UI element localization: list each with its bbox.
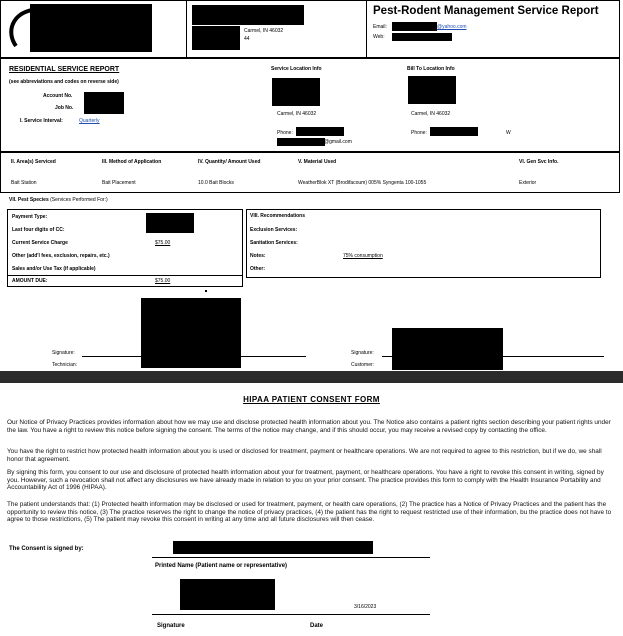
redacted-service-phone bbox=[296, 127, 344, 136]
pest-species bbox=[9, 197, 108, 203]
customer-signature-label: Signature: bbox=[351, 350, 374, 356]
hipaa-paragraph-1: Our Notice of Privacy Practices provides information about how we may use and disclose protected health information about you. The Notice also contains a patient rights section describing your patient rights under the law. You have a right to review this notice before signing the consent. The terms of the notice may change, and if this should occur, you may receive a revised copy by contacting the office. bbox=[7, 419, 611, 434]
cell-quantity: 10.0 Bait Blocks bbox=[198, 180, 234, 186]
customer-signature-line bbox=[382, 356, 604, 357]
email-link[interactable]: @yahoo.com bbox=[437, 24, 467, 30]
web-label: Web: bbox=[373, 34, 385, 40]
section-title: RESIDENTIAL SERVICE REPORT bbox=[9, 66, 120, 73]
date-caption: Date bbox=[310, 623, 324, 629]
header-method: III. Method of Application bbox=[102, 159, 162, 165]
redacted-bill-phone bbox=[430, 127, 478, 136]
recommendations-box bbox=[246, 209, 601, 278]
pest-species-sub: (Services Performed For:) bbox=[50, 197, 108, 203]
bill-fragment: W bbox=[506, 130, 511, 136]
tech-signature-label: Signature: bbox=[52, 350, 75, 356]
redacted-company-logo bbox=[30, 4, 152, 52]
bill-phone-label: Phone: bbox=[411, 130, 427, 136]
signature-date-line bbox=[152, 614, 430, 615]
service-email-domain: @gmail.com bbox=[324, 139, 352, 145]
company-fragment: 44 bbox=[244, 36, 250, 42]
technician-label: Technician: bbox=[52, 362, 78, 368]
customer-label: Customer: bbox=[351, 362, 375, 368]
hipaa-title: HIPAA PATIENT CONSENT FORM bbox=[243, 395, 380, 404]
amount-due-label: AMOUNT DUE: bbox=[12, 278, 48, 284]
redacted-patient-signature bbox=[180, 579, 275, 610]
cell-material: WeatherBlok XT (Brodifacoum) 005% Syngenta 100-1055 bbox=[298, 180, 427, 186]
hipaa-paragraph-2: You have the right to restrict how protected health information about you is used or disclosed for treatment, payment or healthcare operations. We are not required to agree to this restriction, but if we do, we shall honor that agreement. bbox=[7, 448, 602, 463]
consent-date-value: 3/16/2023 bbox=[354, 604, 377, 610]
job-label: Job No. bbox=[55, 105, 74, 111]
redacted-bill-address bbox=[408, 76, 456, 104]
amount-due-value: $75.00 bbox=[155, 278, 171, 284]
page-separator-band bbox=[0, 371, 623, 383]
notes-label: Notes: bbox=[250, 253, 266, 259]
dot-mark bbox=[205, 290, 207, 292]
redacted-job-number bbox=[84, 92, 124, 114]
last-four-label: Last four digits of CC: bbox=[12, 227, 65, 233]
pest-species-label: VII. Pest Species bbox=[9, 197, 49, 203]
sanitation-label: Sanitation Services: bbox=[250, 240, 298, 246]
header-divider-1 bbox=[186, 0, 187, 58]
redacted-company-street bbox=[192, 26, 240, 50]
sales-tax-label: Sales and/or Use Tax (if applicable) bbox=[12, 266, 96, 272]
redacted-website bbox=[392, 33, 452, 41]
recommendations-other-label: Other: bbox=[250, 266, 265, 272]
tech-signature-line bbox=[82, 356, 306, 357]
cell-method: Bait Placement bbox=[102, 180, 136, 186]
redacted-email-user bbox=[392, 22, 437, 31]
service-location-header: Service Location Info bbox=[271, 66, 322, 72]
redacted-technician-signature bbox=[141, 298, 241, 368]
service-phone-label: Phone: bbox=[277, 130, 293, 136]
header-gen-svc: VI. Gen Svc Info. bbox=[519, 159, 559, 165]
redacted-customer-signature bbox=[392, 328, 503, 370]
bill-location-header: Bill To Location Info bbox=[407, 66, 455, 72]
cell-area: Bait Station bbox=[11, 180, 37, 186]
company-city: Carmel, IN 46032 bbox=[244, 28, 284, 34]
redacted-service-email bbox=[277, 138, 325, 146]
report-title: Pest-Rodent Management Service Report bbox=[373, 5, 599, 17]
other-fees-label: Other (add'l fees, exclusion, repairs, etc.) bbox=[12, 253, 110, 259]
interval-label: I. Service Interval: bbox=[20, 118, 63, 124]
section-subtitle: (see abbreviations and codes on reverse side) bbox=[9, 79, 119, 85]
redacted-payment-type bbox=[146, 213, 194, 233]
email-label: Email: bbox=[373, 24, 387, 30]
redacted-service-address bbox=[272, 78, 320, 106]
printed-name-line bbox=[152, 557, 430, 558]
recommendations-title: VIII. Recommendations bbox=[250, 213, 306, 219]
signature-caption: Signature bbox=[157, 623, 185, 629]
header-material: V. Material Used bbox=[298, 159, 337, 165]
header-quantity: IV. Quantity/ Amount Used bbox=[198, 159, 261, 165]
consent-signed-by-label: The Consent is signed by: bbox=[9, 546, 84, 552]
account-label: Account No. bbox=[43, 93, 73, 99]
redacted-printed-name bbox=[173, 541, 373, 554]
printed-name-caption: Printed Name (Patient name or representative) bbox=[155, 563, 288, 569]
notes-value: 75% consumption bbox=[343, 253, 383, 259]
cell-gen-svc: Exterior bbox=[519, 180, 537, 186]
current-charge-value: $75.00 bbox=[155, 240, 171, 246]
header-divider-2 bbox=[366, 0, 367, 58]
bill-city: Carmel, IN 46032 bbox=[411, 111, 451, 117]
header-area-serviced: II. Area(s) Serviced bbox=[11, 159, 56, 165]
payment-type-label: Payment Type: bbox=[12, 214, 48, 220]
redacted-company-name bbox=[192, 5, 304, 25]
hipaa-paragraph-4: The patient understands that: (1) Protected health information may be disclosed or used for treatment, payment, or health care operations, (2) The practice has a Notice of Privacy Practices and the patient has the opportunity to review this notice, (3) The practice reserves the right to change the notice of privacy practices, (4) the patient has the right to request restricted use of their information, bu the practice does not have to agree to those restrictions, (5) The patient may revoke this consent in writing at any time and all future disclosures will then cease. bbox=[7, 501, 612, 524]
hipaa-paragraph-3: By signing this form, you consent to our use and disclosure of protected health information about your for treatment, payment, or healthcare operations. You have a right to revoke this consent in writing, signed by you. However, such a revocation shall not affect any disclosures we have already made in relation to you on your prior consent. The practice provides this form to comply with the Health Insurance Portability and Accountability Act of 1996 (HIPAA). bbox=[7, 469, 604, 492]
service-city: Carmel, IN 46032 bbox=[277, 111, 317, 117]
exclusion-label: Exclusion Services: bbox=[250, 227, 298, 233]
amount-due-divider bbox=[7, 275, 243, 276]
current-charge-label: Current Service Charge bbox=[12, 240, 68, 246]
interval-value: Quarterly bbox=[79, 118, 100, 124]
